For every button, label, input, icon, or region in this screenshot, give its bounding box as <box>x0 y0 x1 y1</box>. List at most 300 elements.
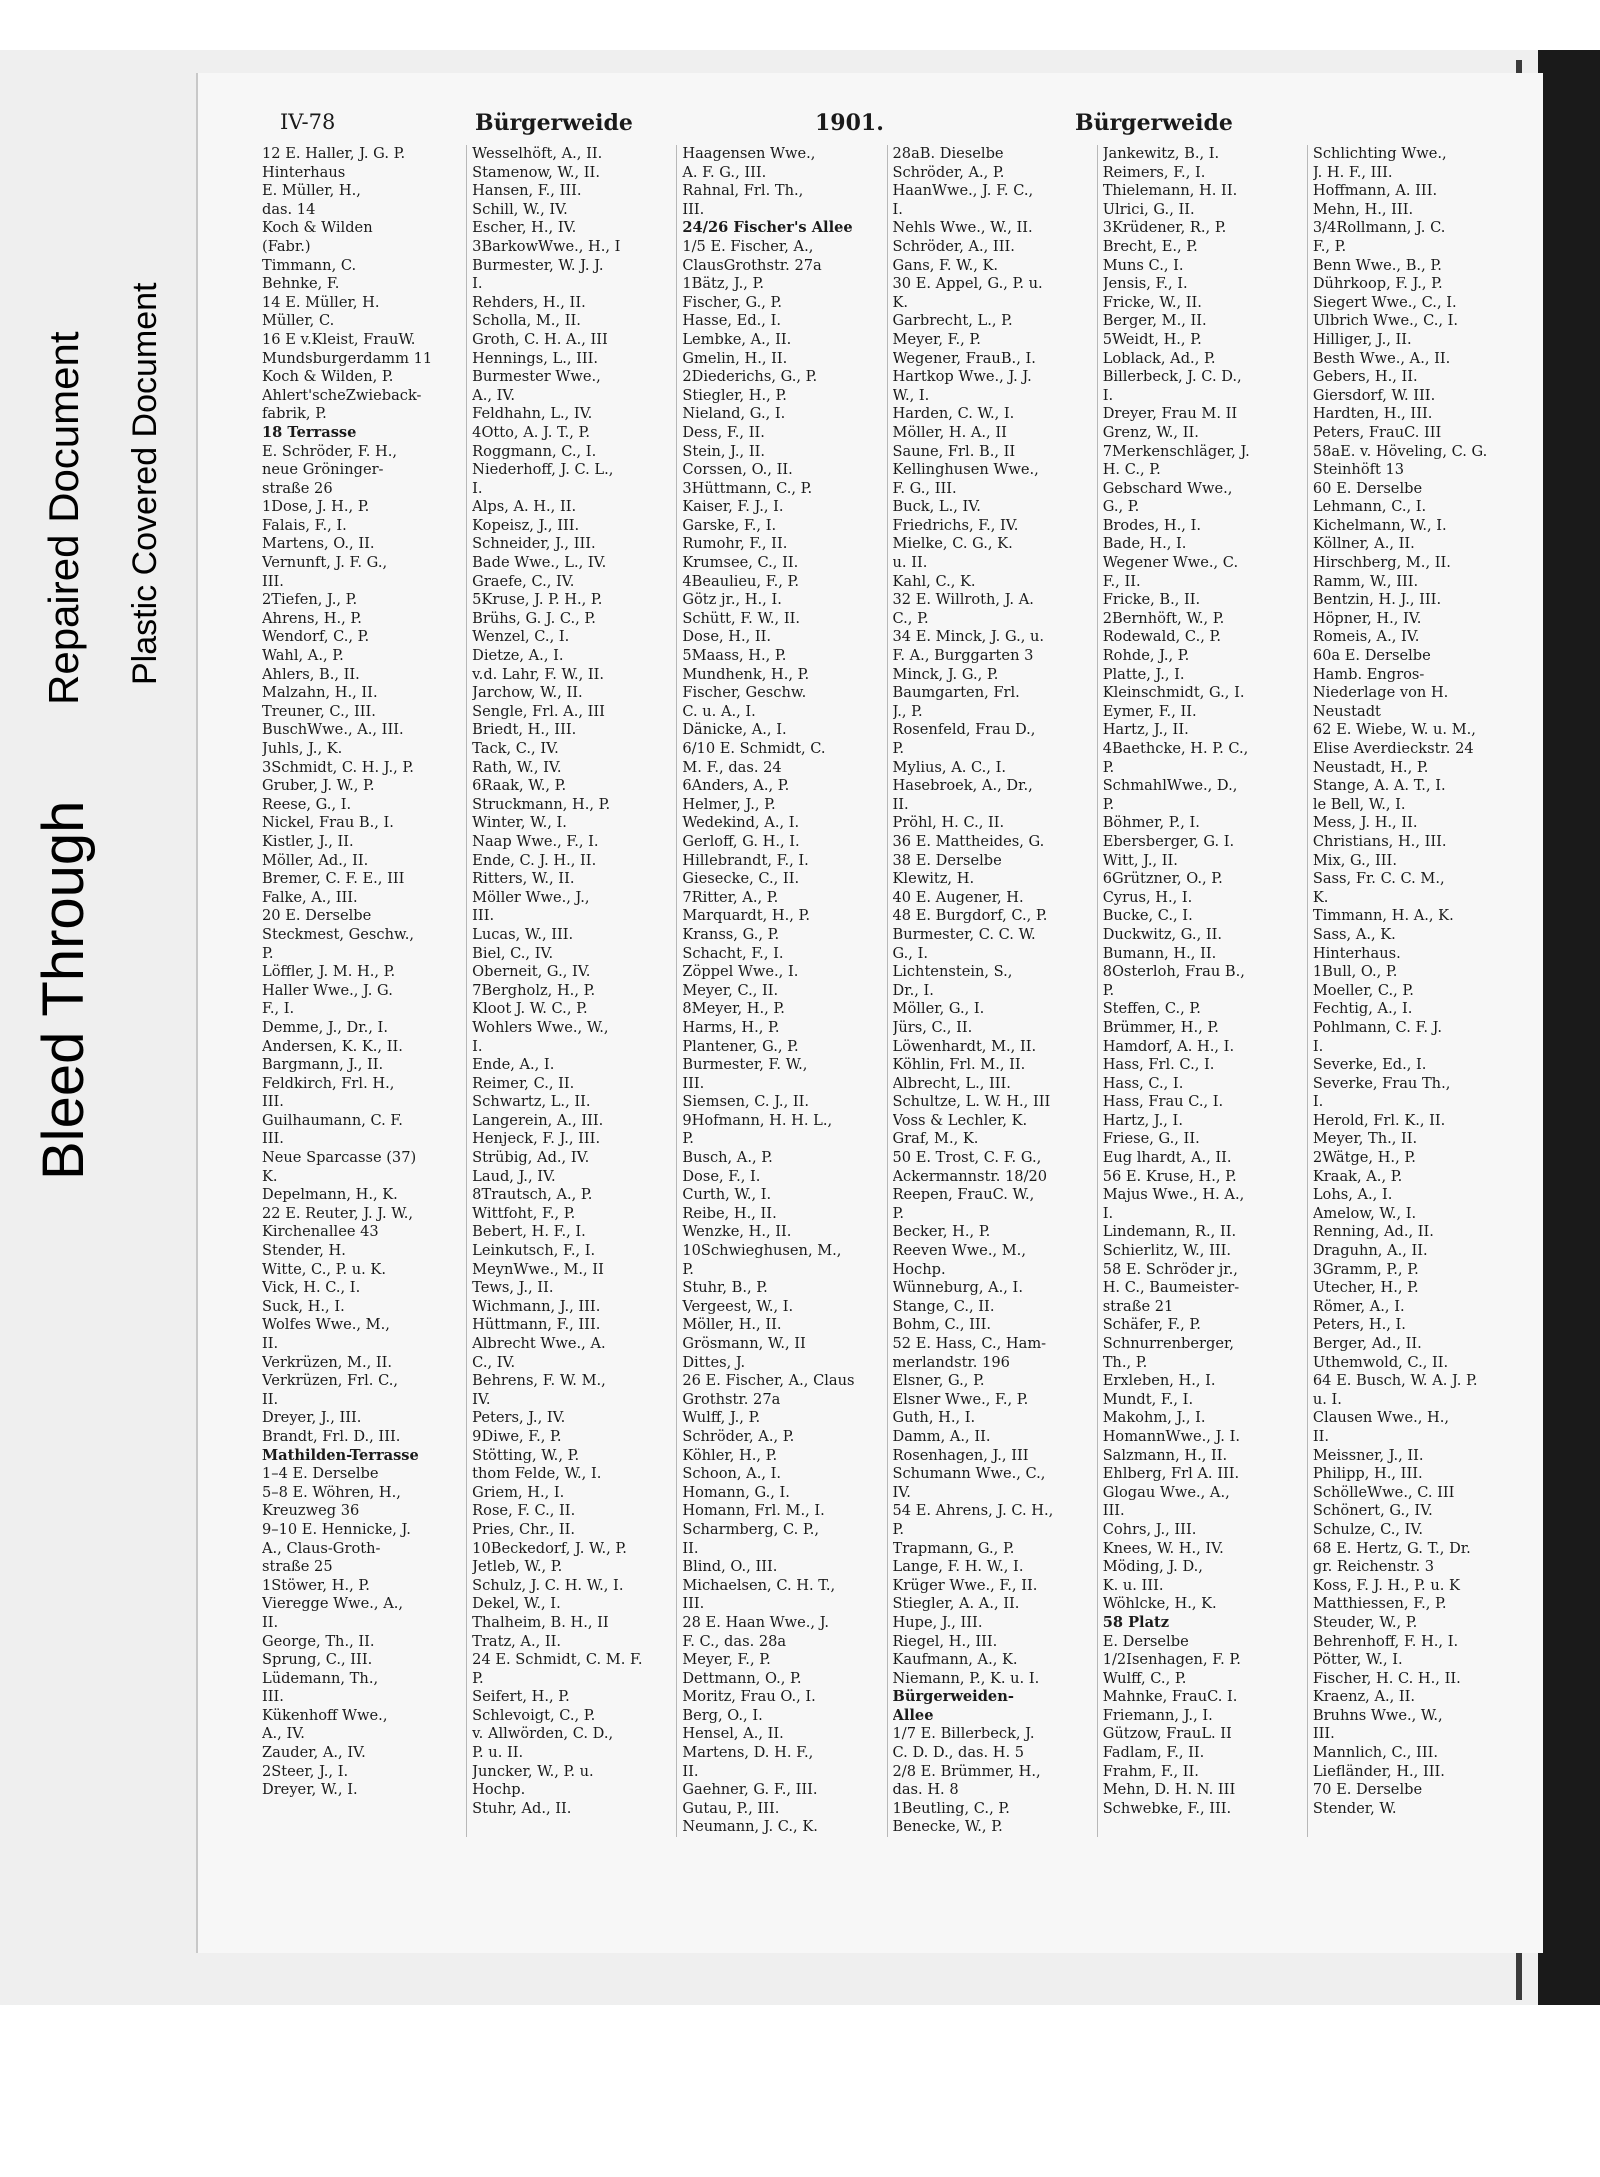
entry-line: Brümmer, H., P. <box>1102 1018 1219 1036</box>
entry-line: Schäfer, F., P. <box>1102 1316 1201 1334</box>
entry-line: SchmahlWwe., D., <box>1102 777 1238 795</box>
entry-line: Neustadt <box>1312 702 1381 720</box>
entry-line: Platte, J., I. <box>1102 665 1185 683</box>
entry-line: Roggmann, C., I. <box>472 442 597 460</box>
entry-line: P. <box>892 1520 905 1538</box>
entry-line: III. <box>262 1688 284 1706</box>
entry-line: Cyrus, H., I. <box>1102 888 1193 906</box>
entry-line: Grösmann, W., II <box>682 1335 806 1352</box>
entry-line: P. <box>1102 981 1115 999</box>
entry-line: Köllner, A., II. <box>1312 535 1415 553</box>
entry-line: Hochp. <box>472 1781 526 1799</box>
entry-line: 3Gramm, P., P. <box>1312 1260 1419 1278</box>
entry-line: Berg, O., I. <box>682 1706 763 1724</box>
entry-line: 58aE. v. Höveling, C. G. <box>1312 442 1488 460</box>
entry-line: Neue Sparcasse (37) <box>262 1149 417 1167</box>
column-4 <box>893 145 1098 1837</box>
entry-line: I. <box>472 1037 483 1055</box>
entry-line: Hass, Frl. C., I. <box>1102 1056 1215 1074</box>
entry-line: F., P. <box>1312 237 1347 255</box>
entry-line: Stiegler, H., P. <box>682 386 787 404</box>
entry-line: 48 E. Burgdorf, C., P. <box>892 907 1048 925</box>
entry-line: Buck, L., IV. <box>892 498 981 516</box>
entry-line: Griem, H., I. <box>472 1483 565 1501</box>
entry-line: George, Th., II. <box>262 1632 375 1650</box>
entry-line: Plantener, G., P. <box>682 1037 799 1055</box>
entry-line: 28aB. Dieselbe <box>892 145 1004 162</box>
label-bleed-through: Bleed Through <box>31 800 96 1180</box>
entry-line: Benn Wwe., B., P. <box>1312 256 1442 274</box>
entry-line: Dreyer, Frau M. II <box>1102 405 1238 423</box>
entry-line: P. <box>892 740 905 757</box>
entry-line: Rahnal, Frl. Th., <box>682 182 804 200</box>
entry-line: Eymer, F., II. <box>1102 702 1197 720</box>
entry-line: F. A., Burggarten 3 <box>892 647 1034 665</box>
entry-line: 10Beckedorf, J. W., P. <box>472 1539 627 1557</box>
entry-line: Fricke, W., II. <box>1102 293 1202 311</box>
entry-line: Bremer, C. F. E., III <box>262 870 405 888</box>
entry-line: Demme, J., Dr., I. <box>262 1018 388 1036</box>
entry-line: Gmelin, H., II. <box>682 349 788 367</box>
entry-line: Pötter, W., I. <box>1312 1651 1403 1669</box>
entry-line: 34 E. Minck, J. G., u. <box>892 628 1045 646</box>
entry-line: Winter, W., I. <box>472 814 567 832</box>
entry-line: Vernunft, J. F. G., <box>262 554 388 572</box>
entry-line: Burmester, F. W., <box>682 1056 808 1074</box>
entry-line: Leinkutsch, F., I. <box>472 1242 596 1260</box>
entry-line: Wünneburg, A., I. <box>892 1279 1023 1297</box>
entry-line: III. <box>262 572 284 590</box>
entry-line: Mundt, F., I. <box>1102 1390 1194 1408</box>
entry-line: Gans, F. W., K. <box>892 256 999 274</box>
entry-line: Oberneit, G., IV. <box>472 963 591 981</box>
column-2 <box>472 145 677 1837</box>
entry-line: Harms, H., P. <box>682 1018 780 1036</box>
entry-line: P. <box>1102 795 1115 813</box>
entry-line: Berger, M., II. <box>1102 312 1207 330</box>
entry-line: Christians, H., III. <box>1312 832 1447 850</box>
scanner-edge <box>1538 50 1600 2005</box>
entry-line: Bumann, H., II. <box>1102 944 1217 962</box>
entry-line: Dänicke, A., I. <box>682 721 787 739</box>
entry-line: Dr., I. <box>892 981 934 999</box>
entry-line: 70 E. Derselbe <box>1312 1781 1423 1799</box>
entry-line: 54 E. Ahrens, J. C. H., <box>892 1502 1054 1520</box>
entry-line: Koch & Wilden <box>262 219 373 237</box>
entry-line: Duckwitz, G., II. <box>1102 925 1223 943</box>
entry-line: Fischer, G., P. <box>682 293 783 311</box>
entry-line: 6/10 E. Schmidt, C. <box>682 740 826 757</box>
entry-line: Corssen, O., II. <box>682 461 793 479</box>
entry-line: 3Hüttmann, C., P. <box>682 479 813 497</box>
entry-line: Graefe, C., IV. <box>472 572 575 590</box>
entry-line: Elsner, G., P. <box>892 1372 985 1390</box>
entry-line: Schoon, A., I. <box>682 1465 782 1483</box>
entry-line: Ahrens, H., P. <box>262 609 362 627</box>
entry-line: Thielemann, H. II. <box>1102 182 1238 200</box>
entry-line: 5–8 E. Wöhren, H., <box>262 1483 401 1501</box>
entry-line: Schröder, A., III. <box>892 237 1015 255</box>
entry-line: III. <box>262 1130 284 1148</box>
entry-line: C., P. <box>892 609 929 627</box>
entry-line: Guth, H., I. <box>892 1409 976 1427</box>
entry-line: Böhmer, P., I. <box>1102 814 1200 832</box>
entry-line: Möller Wwe., J., <box>472 888 590 906</box>
entry-line: C. u. A., I. <box>682 702 756 720</box>
entry-line: Klewitz, H. <box>892 870 975 888</box>
entry-line: Rosenhagen, J., III <box>892 1446 1029 1464</box>
entry-line: Burmester, C. C. W. <box>892 925 1036 943</box>
entry-line: Hinterhaus. <box>1312 944 1401 962</box>
column-1 <box>262 145 467 1837</box>
entry-line: Sprung, C., III. <box>262 1651 373 1669</box>
entry-line: Mannlich, C., III. <box>1312 1744 1438 1762</box>
entry-line: III. <box>262 1093 284 1111</box>
entry-line: Andersen, K. K., II. <box>262 1037 403 1055</box>
entry-line: Mehn, H., III. <box>1312 200 1414 218</box>
entry-line: Schneider, J., III. <box>472 535 596 553</box>
entry-line: Kranss, G., P. <box>682 925 780 943</box>
entry-line: Loblack, Ad., P. <box>1102 349 1216 367</box>
entry-line: u. I. <box>1312 1390 1342 1408</box>
entry-line: Reese, G., I. <box>262 795 352 813</box>
entry-line: Mix, G., III. <box>1312 851 1397 869</box>
entry-line: v. Allwörden, C. D., <box>472 1725 614 1743</box>
entry-line: Ende, C. J. H., II. <box>472 851 597 869</box>
entry-line: Reimer, C., II. <box>472 1074 575 1092</box>
entry-line: II. <box>262 1613 279 1631</box>
entry-line: Kraenz, A., II. <box>1312 1688 1416 1706</box>
entry-line: Hochp. <box>892 1260 946 1278</box>
entry-line: MeynWwe., M., II <box>472 1260 604 1278</box>
entry-line: II. <box>1312 1427 1330 1445</box>
entry-line: Michaelsen, C. H. T., <box>682 1576 836 1594</box>
entry-line: Henjeck, F. J., III. <box>472 1130 601 1148</box>
entry-line: Langerein, A., III. <box>472 1111 604 1129</box>
entry-line: Stender, H. <box>262 1242 346 1260</box>
entry-line: Tack, C., IV. <box>472 740 559 757</box>
entry-line: Schill, W., IV. <box>472 200 568 218</box>
entry-line: III. <box>1102 1502 1125 1520</box>
entry-line: Pohlmann, C. F. J. <box>1312 1018 1442 1036</box>
entry-line: 1/2Isenhagen, F. P. <box>1102 1651 1241 1669</box>
entry-line: Seifert, H., P. <box>472 1688 570 1706</box>
entry-line: Dess, F., II. <box>682 423 765 441</box>
entry-line: Uthemwold, C., II. <box>1312 1353 1449 1371</box>
entry-line: Hensel, A., II. <box>682 1725 784 1743</box>
entry-line: Fischer, H. C. H., II. <box>1312 1669 1461 1687</box>
entry-line: II. <box>682 1539 699 1557</box>
entry-line: 24/26 Fischer's Allee <box>682 219 853 237</box>
entry-line: Timmann, C. <box>262 256 357 274</box>
entry-line: Lohs, A., I. <box>1312 1186 1393 1204</box>
entry-line: A., IV. <box>472 386 516 404</box>
entry-line: Wesselhöft, A., II. <box>472 145 603 162</box>
entry-line: 4Otto, A. J. T., P. <box>472 423 591 441</box>
entry-line: Lüdemann, Th., <box>262 1669 379 1687</box>
entry-line: Bruhns Wwe., W., <box>1312 1706 1443 1724</box>
entry-line: Rodewald, C., P. <box>1102 628 1221 646</box>
entry-line: Mundhenk, H., P. <box>682 665 810 683</box>
entry-line: 4Baethcke, H. P. C., <box>1102 740 1249 757</box>
entry-line: Wegener Wwe., C. <box>1102 554 1239 572</box>
entry-line: Witt, J., II. <box>1102 851 1178 869</box>
entry-line: Stange, A. A. T., I. <box>1312 777 1446 795</box>
entry-line: Hinterhaus <box>262 163 346 181</box>
entry-line: Struckmann, H., P. <box>472 795 611 813</box>
entry-line: 6Raak, W., P. <box>472 777 567 795</box>
entry-line: Wenzel, C., I. <box>472 628 570 646</box>
entry-line: 5Weidt, H., P. <box>1102 330 1202 348</box>
entry-line: Pröhl, H. C., II. <box>892 814 1005 832</box>
entry-line: Glogau Wwe., A., <box>1102 1483 1230 1501</box>
year: 1901. <box>815 110 884 136</box>
entry-line: Hirschberg, M., II. <box>1312 554 1451 572</box>
entry-line: 64 E. Busch, W. A. J. P. <box>1312 1372 1478 1390</box>
entry-line: Hamdorf, A. H., I. <box>1102 1037 1235 1055</box>
entry-line: M. F., das. 24 <box>682 758 782 776</box>
column-5 <box>1103 145 1308 1837</box>
entry-line: Schumann Wwe., C., <box>892 1465 1046 1483</box>
entry-line: Schacht, F., I. <box>682 944 784 962</box>
entry-line: Hardten, H., III. <box>1312 405 1433 423</box>
entry-line: 38 E. Derselbe <box>892 851 1002 869</box>
entry-line: Koch & Wilden, P. <box>262 368 394 386</box>
entry-line: G., P. <box>1102 498 1140 516</box>
entry-line: 3/4Rollmann, J. C. <box>1312 219 1446 237</box>
entry-line: Wittfoht, F., P. <box>472 1204 576 1222</box>
entry-line: Salzmann, H., II. <box>1102 1446 1228 1464</box>
entry-line: Hartkop Wwe., J. J. <box>892 368 1032 386</box>
entry-line: Knees, W. H., IV. <box>1102 1539 1224 1557</box>
entry-line: 8Meyer, H., P. <box>682 1000 785 1018</box>
entry-line: Ackermannstr. 18/20 <box>892 1167 1048 1185</box>
entry-line: P. <box>262 944 274 962</box>
entry-line: Erxleben, H., I. <box>1102 1372 1216 1390</box>
entry-line: E. Schröder, F. H., <box>262 442 398 460</box>
entry-line: Martens, D. H. F., <box>682 1744 814 1762</box>
entry-line: 30 E. Appel, G., P. u. <box>892 275 1043 293</box>
entry-line: Kaufmann, A., K. <box>892 1651 1018 1669</box>
entry-line: Feldhahn, L., IV. <box>472 405 593 423</box>
entry-line: 5Maass, H., P. <box>682 647 787 665</box>
entry-line: Mundsburgerdamm 11 <box>262 349 433 367</box>
entry-line: Brecht, E., P. <box>1102 237 1198 255</box>
entry-line: BuschWwe., A., III. <box>262 721 404 739</box>
entry-line: Martens, O., II. <box>262 535 375 553</box>
entry-line: Wulff, C., P. <box>1102 1669 1187 1687</box>
entry-line: Gruber, J. W., P. <box>262 777 375 795</box>
entry-line: F. C., das. 28a <box>682 1632 787 1650</box>
entry-line: F., II. <box>1102 572 1141 590</box>
entry-line: Alps, A. H., II. <box>472 498 577 516</box>
entry-line: Gebschard Wwe., <box>1102 479 1233 497</box>
entry-line: Rumohr, F., II. <box>682 535 788 553</box>
entry-line: SchölleWwe., C. III <box>1312 1483 1455 1501</box>
entry-line: Laud, J., IV. <box>472 1167 556 1185</box>
entry-line: Garbrecht, L., P. <box>892 312 1013 330</box>
entry-line: Mehn, D. H. N. III <box>1102 1781 1236 1799</box>
entry-line: 1Bätz, J., P. <box>682 275 765 293</box>
entry-line: 2Tiefen, J., P. <box>262 591 358 609</box>
entry-line: I. <box>472 275 483 293</box>
entry-line: Wöhlcke, H., K. <box>1102 1595 1217 1613</box>
entry-line: 28 E. Haan Wwe., J. <box>682 1613 830 1631</box>
entry-line: Lichtenstein, S., <box>892 963 1013 981</box>
entry-line: 60 E. Derselbe <box>1312 479 1423 497</box>
entry-line: Gutau, P., III. <box>682 1799 780 1817</box>
page-number: IV-78 <box>280 110 336 134</box>
entry-line: 5Kruse, J. P. H., P. <box>472 591 603 609</box>
entry-line: Schwebke, F., III. <box>1102 1799 1232 1817</box>
entry-line: Garske, F., I. <box>682 516 777 534</box>
entry-line: Niederlage von H. <box>1312 684 1449 702</box>
entry-line: 9–10 E. Hennicke, J. <box>262 1520 411 1538</box>
entry-line: Hoffmann, A. III. <box>1312 182 1438 200</box>
entry-line: II. <box>262 1335 279 1352</box>
entry-line: Stuhr, B., P. <box>682 1279 768 1297</box>
entry-line: Kreuzweg 36 <box>262 1502 360 1520</box>
entry-line: Damm, A., II. <box>892 1427 991 1445</box>
entry-line: Helmer, J., P. <box>682 795 776 813</box>
entry-line: Köhlin, Frl. M., II. <box>892 1056 1026 1074</box>
entry-line: Verkrüzen, M., II. <box>262 1353 393 1371</box>
entry-line: Meyer, F., P. <box>892 330 981 348</box>
entry-line: Hansen, F., III. <box>472 182 582 200</box>
entry-line: C. D. D., das. H. 5 <box>892 1744 1025 1762</box>
entry-line: Rose, F. C., II. <box>472 1502 576 1520</box>
entry-line: Möller, Ad., II. <box>262 851 369 869</box>
entry-line: Reeven Wwe., M., <box>892 1242 1026 1260</box>
entry-line: Krumsee, C., II. <box>682 554 799 572</box>
entry-line: Biel, C., IV. <box>472 944 554 962</box>
entry-line: 36 E. Mattheides, G. <box>892 832 1045 850</box>
entry-line: F. G., III. <box>892 479 957 497</box>
entry-line: Hass, Frau C., I. <box>1102 1093 1224 1111</box>
entry-line: Friedrichs, F., IV. <box>892 516 1019 534</box>
entry-line: Th., P. <box>1102 1353 1148 1371</box>
entry-line: Kahl, C., K. <box>892 572 976 590</box>
entry-line: II. <box>262 1390 279 1408</box>
entry-line: Vieregge Wwe., A., <box>262 1595 404 1613</box>
entry-line: Dreyer, W., I. <box>262 1781 358 1799</box>
entry-line: Zauder, A., IV. <box>262 1744 366 1762</box>
entry-line: Groth, C. H. A., III <box>472 330 608 348</box>
entry-line: Bentzin, H. J., III. <box>1312 591 1442 609</box>
entry-line: Gaehner, G. F., III. <box>682 1781 818 1799</box>
entry-line: 3Krüdener, R., P. <box>1102 219 1227 237</box>
column-3 <box>682 145 887 1837</box>
entry-line: Kopeisz, J., III. <box>472 516 580 534</box>
entry-line: Lindemann, R., II. <box>1102 1223 1237 1241</box>
entry-line: K. <box>892 293 909 311</box>
entry-line: Albrecht Wwe., A. <box>472 1335 606 1352</box>
entry-line: Haller Wwe., J. G. <box>262 981 393 999</box>
entry-line: Fechtig, A., I. <box>1312 1000 1413 1018</box>
entry-line: 8Osterloh, Frau B., <box>1102 963 1245 981</box>
entry-line: Koss, F. J. H., P. u. K <box>1312 1576 1460 1594</box>
entry-line: Berger, Ad., II. <box>1312 1335 1422 1352</box>
entry-line: Krüger Wwe., F., II. <box>892 1576 1038 1594</box>
entry-line: (Fabr.) <box>262 237 311 255</box>
entry-line: Steinhöft 13 <box>1312 461 1405 479</box>
entry-line: 6Grützner, O., P. <box>1102 870 1223 888</box>
entry-line: Benecke, W., P. <box>892 1818 1003 1836</box>
entry-line: Pries, Chr., II. <box>472 1520 576 1538</box>
entry-line: 7Bergholz, H., P. <box>472 981 596 999</box>
entry-line: Stange, C., II. <box>892 1297 995 1315</box>
entry-line: A. F. G., III. <box>682 163 767 181</box>
entry-line: K. u. III. <box>1102 1576 1164 1594</box>
entry-line: 2Bernhöft, W., P. <box>1102 609 1225 627</box>
entry-line: Wohlers Wwe., W., <box>472 1018 609 1036</box>
entry-line: Neumann, J. C., K. <box>682 1818 818 1836</box>
entry-line: Allee <box>892 1706 934 1724</box>
entry-line: neue Gröninger- <box>262 461 384 479</box>
entry-line: Dettmann, O., P. <box>682 1669 802 1687</box>
entry-line: Herold, Frl. K., II. <box>1312 1111 1446 1129</box>
entry-line: Stender, W. <box>1312 1799 1397 1817</box>
entry-line: Reimers, F., I. <box>1102 163 1206 181</box>
entry-line: 8Trautsch, A., P. <box>472 1186 593 1204</box>
entry-line: Meyer, F., P. <box>682 1651 771 1669</box>
entry-line: Lucas, W., III. <box>472 925 574 943</box>
entry-line: Depelmann, H., K. <box>262 1186 398 1204</box>
entry-line: I. <box>472 479 483 497</box>
entry-line: Schulze, C., IV. <box>1312 1520 1424 1538</box>
entry-line: Schönert, G., IV. <box>1312 1502 1433 1520</box>
entry-line: C., IV. <box>472 1353 516 1371</box>
entry-line: Curth, W., I. <box>682 1186 772 1204</box>
entry-line: 56 E. Kruse, H., P. <box>1102 1167 1237 1185</box>
entry-line: 2/8 E. Brümmer, H., <box>892 1762 1041 1780</box>
entry-line: Rosenfeld, Frau D., <box>892 721 1036 739</box>
entry-line: Dittes, J. <box>682 1353 746 1371</box>
entry-line: 7Merkenschläger, J. <box>1102 442 1250 460</box>
entry-line: Gerloff, G. H., I. <box>682 832 800 850</box>
entry-line: Malzahn, H., II. <box>262 684 378 702</box>
entry-line: Naap Wwe., F., I. <box>472 832 599 850</box>
entry-line: Guilhaumann, C. F. <box>262 1111 403 1129</box>
entry-line: Suck, H., I. <box>262 1297 345 1315</box>
entry-line: P. <box>892 1204 905 1222</box>
entry-line: Busch, A., P. <box>682 1149 773 1167</box>
entry-line: P. <box>682 1260 694 1278</box>
entry-line: Ramm, W., III. <box>1312 572 1419 590</box>
entry-line: Behrenhoff, F. H., I. <box>1312 1632 1459 1650</box>
entry-line: Kellinghusen Wwe., <box>892 461 1039 479</box>
entry-line: Hennings, L., III. <box>472 349 599 367</box>
entry-line: 62 E. Wiebe, W. u. M., <box>1312 721 1476 739</box>
entry-line: Elsner Wwe., F., P. <box>892 1390 1029 1408</box>
entry-line: Romeis, A., IV. <box>1312 628 1420 646</box>
entry-line: A., Claus-Groth- <box>262 1539 381 1557</box>
entry-line: Niemann, P., K. u. I. <box>892 1669 1040 1687</box>
entry-line: Mess, J. H., II. <box>1312 814 1418 832</box>
entry-line: Wulff, J., P. <box>682 1409 761 1427</box>
entry-line: Lembke, A., II. <box>682 330 792 348</box>
entry-line: Dietze, A., I. <box>472 647 564 665</box>
entry-line: Jankewitz, B., I. <box>1102 145 1220 162</box>
entry-line: Mylius, A. C., I. <box>892 758 1006 776</box>
entry-line: Ulbrich Wwe., C., I. <box>1312 312 1459 330</box>
entry-line: Ende, A., I. <box>472 1056 555 1074</box>
entry-line: Dose, H., II. <box>682 628 772 646</box>
entry-line: le Bell, W., I. <box>1312 795 1406 813</box>
entry-line: 20 E. Derselbe <box>262 907 372 925</box>
entry-line: Ehlberg, Frl A. III. <box>1102 1465 1240 1483</box>
entry-line: Meyer, Th., II. <box>1312 1130 1418 1148</box>
